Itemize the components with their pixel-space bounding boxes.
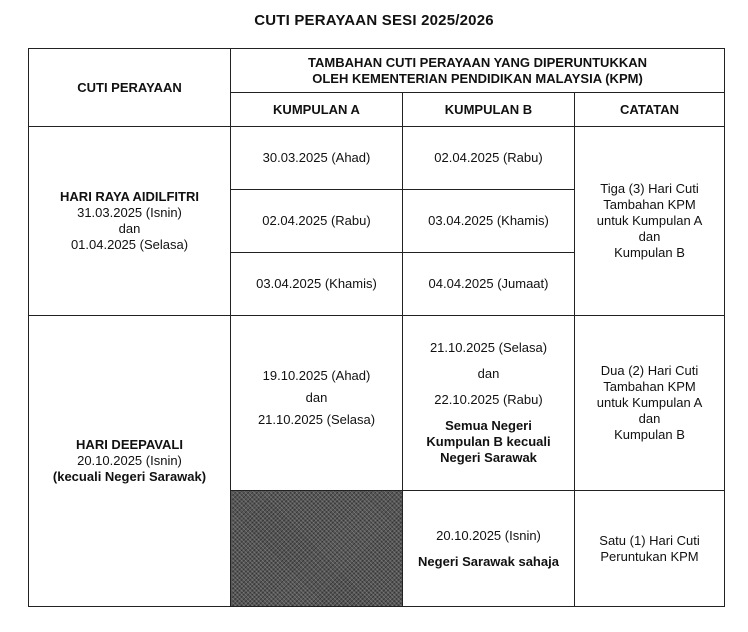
raya-and: dan xyxy=(118,221,141,236)
deepavali-exception: (kecuali Negeri Sarawak) xyxy=(52,469,207,484)
raya-name: HARI RAYA AIDILFITRI xyxy=(60,189,199,204)
raya-note-line: untuk Kumpulan A xyxy=(596,213,703,228)
deepavali-note-line: Dua (2) Hari Cuti xyxy=(600,363,699,378)
raya-note-line: dan xyxy=(638,229,661,244)
deepavali-name: HARI DEEPAVALI xyxy=(76,437,183,452)
holiday-table xyxy=(28,48,725,607)
deepavali-b-line: 22.10.2025 (Rabu) xyxy=(434,392,543,407)
raya-a-2: 02.04.2025 (Rabu) xyxy=(231,190,403,253)
deepavali-holiday-cell xyxy=(29,316,231,607)
deepavali-date: 20.10.2025 (Isnin) xyxy=(77,453,182,468)
deepavali-b-note-line: Kumpulan B kecuali xyxy=(426,434,551,449)
header-tambahan xyxy=(231,49,725,93)
header-tambahan-line1: TAMBAHAN CUTI PERAYAAN YANG DIPERUNTUKKAN xyxy=(308,54,647,70)
sarawak-label: Negeri Sarawak sahaja xyxy=(418,553,559,569)
deepavali-note-line: Kumpulan B xyxy=(614,427,685,442)
deepavali-a xyxy=(231,316,403,491)
header-catatan: CATATAN xyxy=(575,93,725,127)
shaded-not-applicable-cell xyxy=(231,491,403,607)
deepavali-note-line: untuk Kumpulan A xyxy=(596,395,703,410)
raya-b-3: 04.04.2025 (Jumaat) xyxy=(403,253,575,316)
deepavali-b-line: dan xyxy=(477,366,500,381)
raya-note-line: Kumpulan B xyxy=(614,245,685,260)
header-kumpulan-b: KUMPULAN B xyxy=(403,93,575,127)
raya-a-3: 03.04.2025 (Khamis) xyxy=(231,253,403,316)
header-tambahan-line2: OLEH KEMENTERIAN PENDIDIKAN MALAYSIA (KPM) xyxy=(312,70,643,86)
sarawak-cell xyxy=(403,491,575,607)
sarawak-date: 20.10.2025 (Isnin) xyxy=(436,527,541,543)
header-kumpulan-a: KUMPULAN A xyxy=(231,93,403,127)
deepavali-note-line: dan xyxy=(638,411,661,426)
sarawak-note-line: Peruntukan KPM xyxy=(600,548,699,564)
raya-b-1: 02.04.2025 (Rabu) xyxy=(403,127,575,190)
raya-note-line: Tiga (3) Hari Cuti xyxy=(600,181,699,196)
deepavali-note-line: Tambahan KPM xyxy=(603,379,696,394)
raya-date2: 01.04.2025 (Selasa) xyxy=(70,237,189,252)
deepavali-b xyxy=(403,316,575,491)
deepavali-note xyxy=(575,316,725,491)
raya-note xyxy=(575,127,725,316)
deepavali-a-line: 21.10.2025 (Selasa) xyxy=(257,412,376,427)
raya-date1: 31.03.2025 (Isnin) xyxy=(77,205,182,220)
raya-note-line: Tambahan KPM xyxy=(603,197,696,212)
raya-a-1: 30.03.2025 (Ahad) xyxy=(231,127,403,190)
raya-holiday-cell xyxy=(29,127,231,316)
deepavali-a-line: 19.10.2025 (Ahad) xyxy=(262,368,371,383)
deepavali-a-line: dan xyxy=(305,390,328,405)
deepavali-b-line: 21.10.2025 (Selasa) xyxy=(429,340,548,355)
sarawak-note xyxy=(575,491,725,607)
page-title: CUTI PERAYAAN SESI 2025/2026 xyxy=(254,12,494,29)
deepavali-b-note-line: Semua Negeri xyxy=(445,418,532,433)
sarawak-note-line: Satu (1) Hari Cuti xyxy=(599,532,700,548)
header-cuti-perayaan: CUTI PERAYAAN xyxy=(29,49,231,127)
raya-b-2: 03.04.2025 (Khamis) xyxy=(403,190,575,253)
deepavali-b-note-line: Negeri Sarawak xyxy=(440,450,537,465)
